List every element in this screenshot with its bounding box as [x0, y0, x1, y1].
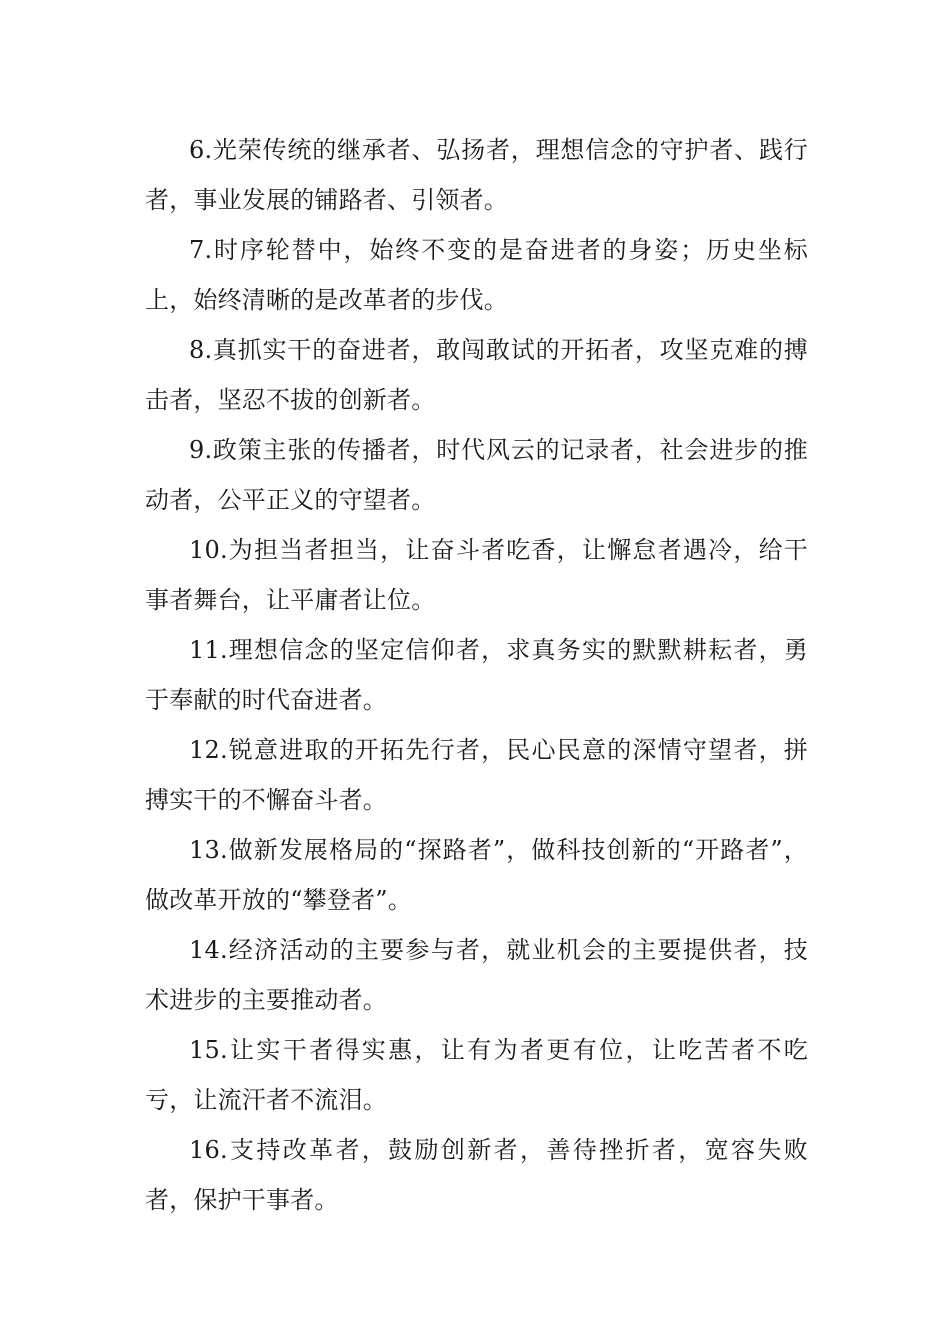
paragraph-15: 15.让实干者得实惠，让有为者更有位，让吃苦者不吃亏，让流汗者不流泪。: [145, 1036, 808, 1114]
paragraph-6: 6.光荣传统的继承者、弘扬者，理想信念的守护者、践行者，事业发展的铺路者、引领者。: [145, 136, 808, 214]
paragraph-11: 11.理想信念的坚定信仰者，求真务实的默默耕耘者，勇于奉献的时代奋进者。: [145, 636, 808, 714]
paragraph-14: 14.经济活动的主要参与者，就业机会的主要提供者，技术进步的主要推动者。: [145, 936, 808, 1014]
paragraph-12: 12.锐意进取的开拓先行者，民心民意的深情守望者，拼搏实干的不懈奋斗者。: [145, 736, 808, 814]
paragraph-13: 13.做新发展格局的“探路者”，做科技创新的“开路者”，做改革开放的“攀登者”。: [145, 836, 808, 914]
paragraph-9: 9.政策主张的传播者，时代风云的记录者，社会进步的推动者，公平正义的守望者。: [145, 436, 808, 514]
paragraph-10: 10.为担当者担当，让奋斗者吃香，让懈怠者遇冷，给干事者舞台，让平庸者让位。: [145, 536, 808, 614]
paragraph-7: 7.时序轮替中，始终不变的是奋进者的身姿；历史坐标上，始终清晰的是改革者的步伐。: [145, 236, 808, 314]
paragraph-16: 16.支持改革者，鼓励创新者，善待挫折者，宽容失败者，保护干事者。: [145, 1136, 808, 1214]
paragraph-8: 8.真抓实干的奋进者，敢闯敢试的开拓者，攻坚克难的搏击者，坚忍不拔的创新者。: [145, 336, 808, 414]
